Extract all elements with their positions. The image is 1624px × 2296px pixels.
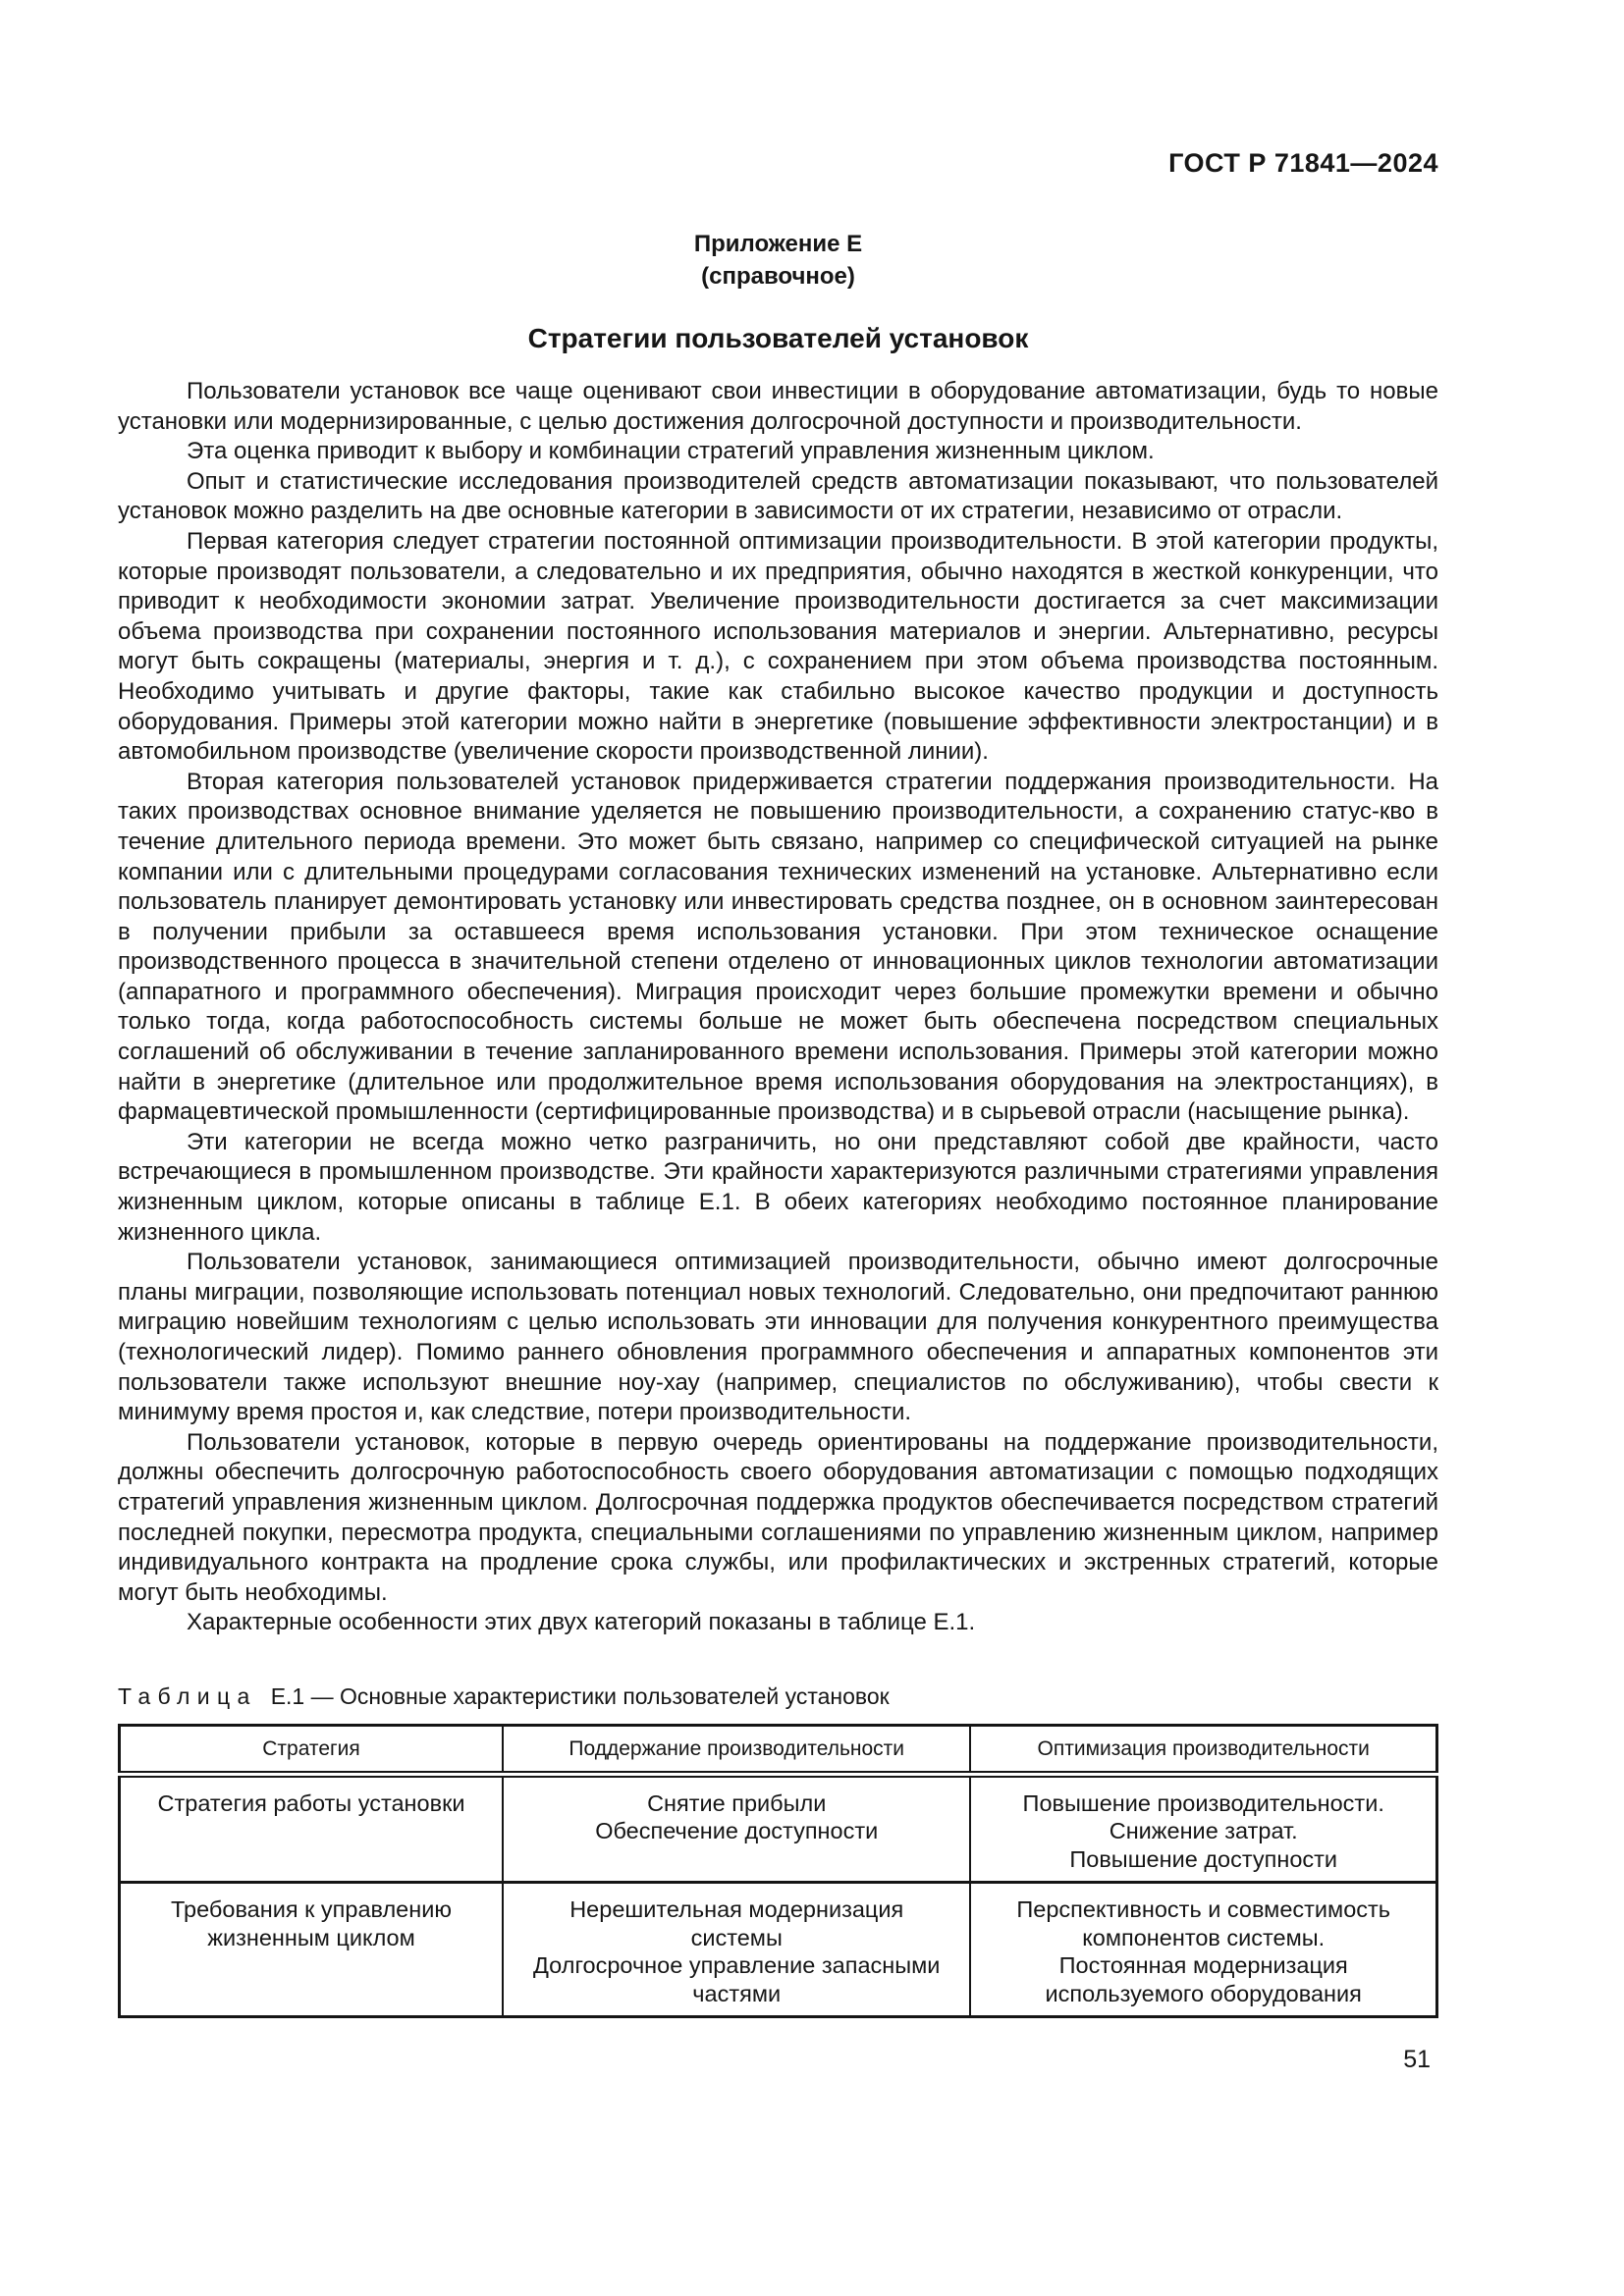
paragraph: Опыт и статистические исследования производителей средств автоматизации показывают, что пользователей установок можно разделить на две основные категории в зависимости от их стратегии, независимо от отрасли. [118,467,1438,525]
table-row [120,1774,1437,1883]
cell-line: частями [692,1980,782,2006]
table-header-cell: Оптимизация производительности [970,1725,1436,1774]
paragraph: Эта оценка приводит к выбору и комбинации стратегий управления жизненным циклом. [187,438,1155,465]
table-cell [503,1883,970,2017]
cell-line: Повышение доступности [1069,1845,1338,1872]
cell-line: Стратегия работы установки [157,1789,465,1816]
table-caption-word: Таблица [118,1682,257,1709]
appendix-kind: (справочное) [701,263,855,290]
cell-line: Снятие прибыли [647,1789,827,1816]
appendix-label: Приложение Е [693,231,863,257]
paragraph: Пользователи установок, которые в первую очередь ориентированы на поддержание производительности, должны обеспечить долгосрочную работоспособность своего оборудования автоматизации с помощью подходящих стратегий управления жизненным циклом. Долгосрочная поддержка продуктов обеспечивается посредством стратегий последней покупки, пересмотра продукта, специальными соглашениями по управлению жизненным циклом, например индивидуального контракта на продление срока службы, или профилактических и экстренных стратегий, которые могут быть необходимы. [118,1428,1438,1606]
page-number: 51 [1403,2046,1431,2074]
cell-line: системы [690,1924,783,1950]
table-cell [120,1883,504,2017]
cell-line: Постоянная модернизация [1058,1952,1348,1979]
cell-line: Снижение затрат. [1109,1818,1298,1844]
paragraph: Пользователи установок, занимающиеся оптимизацией производительности, обычно имеют долгосрочные планы миграции, позволяющие использовать потенциал новых технологий. Следовательно, они предпочитают раннюю миграцию новейшим технологиям с целью использовать эти инновации для получения конкурентного преимущества (технологический лидер). Помимо раннего обновления программного обеспечения и аппаратных компонентов эти пользователи также используют внешние ноу-хау (например, специалистов по обслуживанию), чтобы свести к минимуму время простоя и, как следствие, потери производительности. [118,1249,1438,1426]
table-header-cell: Поддержание производительности [503,1725,970,1774]
cell-line: Требования к управлению [171,1896,452,1923]
table-cell [120,1774,504,1883]
paragraph: Пользователи установок все чаще оценивают свои инвестиции в оборудование автоматизации, будь то новые установки или модернизированные, с целью достижения долгосрочной доступности и производительности. [118,378,1438,435]
cell-line: жизненным циклом [207,1924,415,1950]
appendix-title: Стратегии пользователей установок [527,323,1029,353]
paragraph: Эти категории не всегда можно четко разграничить, но они представляют собой две крайности, часто встречающиеся в промышленном производстве. Эти крайности характеризуются различными стратегиями управления жизненным циклом, которые описаны в таблице Е.1. В обеих категориях необходимо постоянное планирование жизненного цикла. [118,1128,1438,1246]
table-cell [503,1774,970,1883]
body-text [118,377,1438,1638]
table-cell [970,1883,1436,2017]
table-row [120,1883,1437,2017]
cell-line: компонентов системы. [1082,1924,1326,1950]
table-header-cell: Стратегия [120,1725,504,1774]
table-caption [118,1682,1438,1711]
cell-line: Повышение производительности. [1022,1789,1384,1816]
paragraph: Вторая категория пользователей установок придерживается стратегии поддержания производительности. На таких производствах основное внимание уделяется не повышению производительности, а сохранению статус-кво в течение длительного периода времени. Это может быть связано, например со специфической ситуацией на рынке компании или с длительными процедурами согласования технических изменений на установке. Альтернативно если пользователь планирует демонтировать установку или инвестировать средства позднее, он в основном заинтересован в получении прибыли за оставшееся время использования установки. При этом техническое оснащение производственного процесса в значительной степени отделено от инновационных циклов технологии автоматизации (аппаратного и программного обеспечения). Миграция происходит через большие промежутки времени и обычно только тогда, когда работоспособность системы больше не может быть обеспечена посредством специальных соглашений об обслуживании в течение запланированного времени использования. Примеры этой категории можно найти в энергетике (длительное или продолжительное время использования оборудования на электростанциях), в фармацевтической промышленности (сертифицированные производства) и в сырьевой отрасли (насыщение рынка). [118,768,1438,1126]
cell-line: Перспективность и совместимость [1016,1896,1391,1923]
table-header-row [120,1725,1437,1774]
page-content [118,0,1438,2074]
standard-number: ГОСТ Р 71841—2024 [1168,148,1438,178]
table-cell [970,1774,1436,1883]
paragraph: Первая категория следует стратегии постоянной оптимизации производительности. В этой категории продукты, которые производят пользователи, а следовательно и их предприятия, обычно находятся в жесткой конкуренции, что приводит к необходимости экономии затрат. Увеличение производительности достигается за счет максимизации объема производства при сохранении постоянного использования материалов и энергии. Альтернативно, ресурсы могут быть сокращены (материалы, энергия и т. д.), с сохранением при этом объема производства постоянным. Необходимо учитывать и другие факторы, такие как стабильно высокое качество продукции и доступность оборудования. Примеры этой категории можно найти в энергетике (повышение эффективности электростанции) и в автомобильном производстве (увеличение скорости производственной линии). [118,527,1438,766]
paragraph: Характерные особенности этих двух категорий показаны в таблице Е.1. [187,1609,976,1636]
cell-line: Обеспечение доступности [595,1818,879,1844]
cell-line: используемого оборудования [1045,1980,1362,2006]
cell-line: Долгосрочное управление запасными [533,1952,941,1979]
characteristics-table [118,1724,1438,2019]
cell-line: Нерешительная модернизация [569,1896,904,1923]
table-caption-text: Е.1 — Основные характеристики пользователей установок [270,1682,890,1709]
appendix-heading [118,228,1438,293]
